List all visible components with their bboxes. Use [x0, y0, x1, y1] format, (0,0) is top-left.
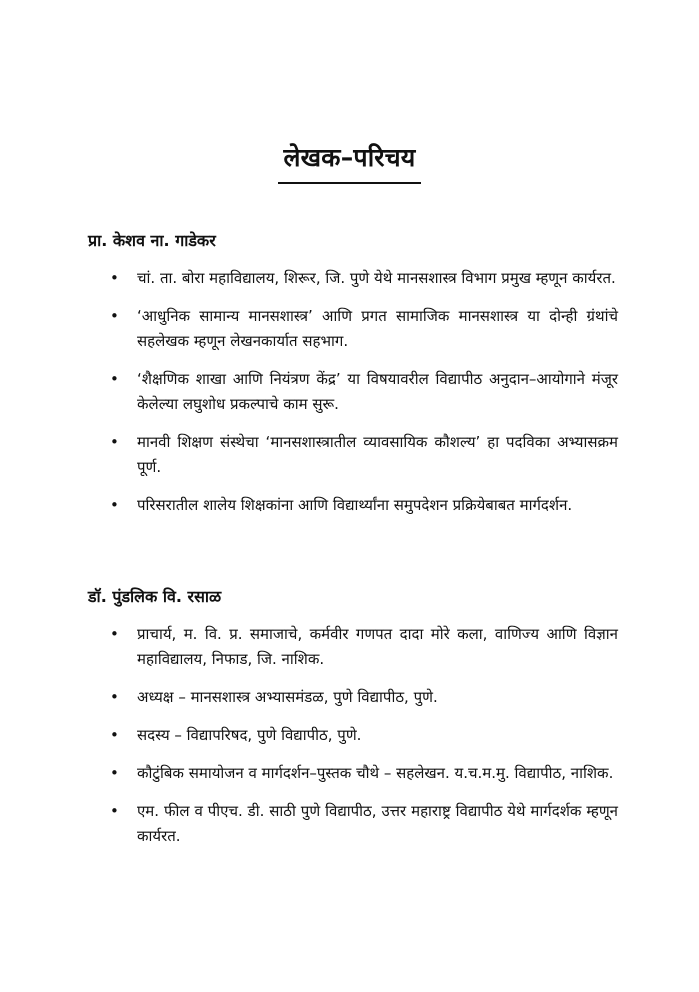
- author-name: प्रा. केशव ना. गाडेकर: [88, 231, 216, 250]
- list-item-text: प्राचार्य, म. वि. प्र. समाजाचे, कर्मवीर गणपत दादा मोरे कला, वाणिज्य आणि विज्ञान महाविद्यालय, निफाड, जि. नाशिक.: [137, 625, 618, 668]
- bullet-icon: •: [110, 802, 119, 820]
- author-name: डॉ. पुंडलिक वि. रसाळ: [88, 587, 222, 606]
- list-item-text: कौटुंबिक समायोजन व मार्गदर्शन–पुस्तक चौथे – सहलेखन. य.च.म.मु. विद्यापीठ, नाशिक.: [137, 764, 614, 782]
- list-item-text: एम. फील व पीएच. डी. साठी पुणे विद्यापीठ, उत्तर महाराष्ट्र विद्यापीठ येथे मार्गदर्शक म्हणून कार्यरत.: [137, 802, 618, 845]
- bullet-icon: •: [110, 625, 119, 643]
- bullet-icon: •: [110, 764, 119, 782]
- list-item: [88, 761, 618, 786]
- list-item: [88, 685, 618, 710]
- list-item: [88, 622, 618, 672]
- list-item: [88, 367, 618, 417]
- list-item-text: चां. ता. बोरा महाविद्यालय, शिरूर, जि. पुणे येथे मानसशास्त्र विभाग प्रमुख म्हणून कार्यरत.: [137, 269, 616, 287]
- bullet-icon: •: [110, 688, 119, 706]
- bullet-icon: •: [110, 433, 119, 451]
- list-item: [88, 799, 618, 849]
- author-section-1: [88, 230, 618, 531]
- bullet-icon: •: [110, 269, 119, 287]
- list-item-text: ‘शैक्षणिक शाखा आणि नियंत्रण केंद्र’ या विषयावरील विद्यापीठ अनुदान–आयोगाने मंजूर केलेल्या लघुशोध प्रकल्पाचे काम सुरू.: [137, 370, 618, 413]
- list-item: [88, 304, 618, 354]
- author-section-2: [88, 586, 618, 862]
- list-item-text: परिसरातील शालेय शिक्षकांना आणि विद्यार्थ्यांना समुपदेशन प्रक्रियेबाबत मार्गदर्शन.: [137, 496, 573, 514]
- bullet-icon: •: [110, 370, 119, 388]
- list-item-text: अध्यक्ष – मानसशास्त्र अभ्यासमंडळ, पुणे विद्यापीठ, पुणे.: [137, 688, 438, 706]
- page-title-container: [0, 140, 699, 184]
- list-item-text: ‘आधुनिक सामान्य मानसशास्त्र’ आणि प्रगत सामाजिक मानसशास्त्र या दोन्ही ग्रंथांचे सहलेखक म्हणून लेखनकार्यात सहभाग.: [137, 307, 618, 350]
- list-item: [88, 723, 618, 748]
- list-item-text: मानवी शिक्षण संस्थेचा ‘मानसशास्त्रातील व्यावसायिक कौशल्य’ हा पदविका अभ्यासक्रम पूर्ण.: [137, 433, 618, 476]
- list-item: [88, 266, 618, 291]
- list-item-text: सदस्य – विद्यापरिषद, पुणे विद्यापीठ, पुणे.: [137, 726, 362, 744]
- list-item: [88, 493, 618, 518]
- bullet-icon: •: [110, 726, 119, 744]
- list-item: [88, 430, 618, 480]
- author-details-list: [88, 622, 618, 849]
- page-title: लेखक–परिचय: [278, 140, 422, 184]
- bullet-icon: •: [110, 307, 119, 325]
- author-details-list: [88, 266, 618, 518]
- bullet-icon: •: [110, 496, 119, 514]
